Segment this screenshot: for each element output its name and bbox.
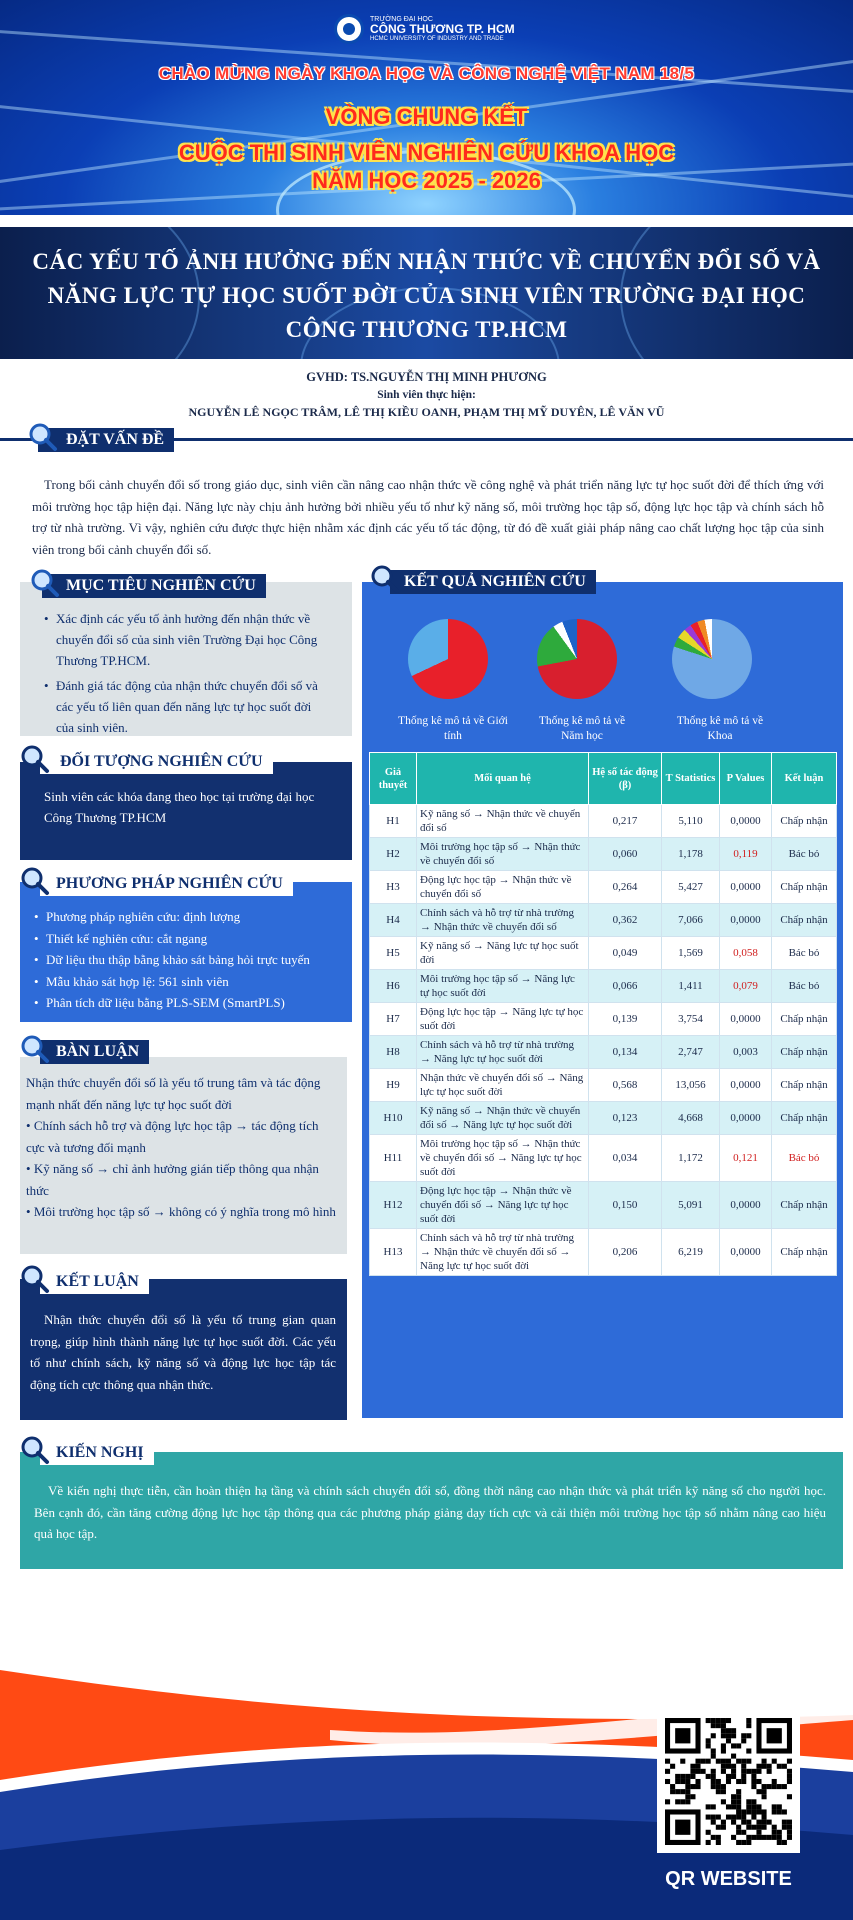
table-cell-h: H8 (370, 1036, 417, 1069)
qr-website-label: QR WEBSITE (665, 1868, 792, 1890)
table-cell-beta: 0,264 (589, 871, 662, 904)
table-cell-t: 7,066 (662, 904, 720, 937)
table-cell-rel: Động lực học tập → Nhận thức về chuyển đổi số (417, 871, 589, 904)
table-cell-beta: 0,049 (589, 937, 662, 970)
table-cell-beta: 0,134 (589, 1036, 662, 1069)
student-names: NGUYỄN LÊ NGỌC TRÂM, LÊ THỊ KIỀU OANH, PHẠM THỊ MỸ DUYÊN, LÊ VĂN VŨ (188, 405, 665, 419)
magnifier-icon (20, 1264, 50, 1294)
table-cell-rel: Động lực học tập → Năng lực tự học suốt đời (417, 1003, 589, 1036)
table-row (370, 1069, 837, 1102)
table-cell-t: 1,172 (662, 1135, 720, 1182)
table-cell-conc: Chấp nhận (772, 904, 837, 937)
table-cell-h: H5 (370, 937, 417, 970)
table-cell-rel: Môi trường học tập số → Nhận thức về chuyển đổi số → Năng lực tự học suốt đời (417, 1135, 589, 1182)
table-cell-beta: 0,150 (589, 1182, 662, 1229)
table-row (370, 1036, 837, 1069)
table-cell-t: 6,219 (662, 1229, 720, 1276)
section-heading-methods (40, 872, 293, 896)
table-cell-h: H13 (370, 1229, 417, 1276)
table-cell-conc: Chấp nhận (772, 871, 837, 904)
table-cell-rel: Chính sách và hỗ trợ từ nhà trường → Nhận thức về chuyển đổi số → Năng lực tự học suốt đời (417, 1229, 589, 1276)
table-cell-p: 0,058 (720, 937, 772, 970)
section-heading-label: ĐỐI TƯỢNG NGHIÊN CỨU (40, 750, 273, 774)
table-cell-conc: Chấp nhận (772, 1102, 837, 1135)
contest-title: CUỘC THI SINH VIÊN NGHIÊN CỨU KHOA HỌC (178, 140, 675, 165)
section-heading-label: KIẾN NGHỊ (40, 1441, 154, 1465)
discussion-point-text: Chính sách hỗ trợ và động lực học tập → tác động tích cực và tương đối mạnh (26, 1118, 319, 1155)
table-cell-p: 0,121 (720, 1135, 772, 1182)
table-row (370, 1229, 837, 1276)
table-cell-beta: 0,206 (589, 1229, 662, 1276)
pie-caption: Thống kê mô tả về Giới tính (398, 715, 508, 742)
table-cell-conc: Bác bỏ (772, 970, 837, 1003)
objectives-list (42, 608, 332, 738)
advisor: GVHD: TS.NGUYỄN THỊ MINH PHƯƠNG (306, 370, 547, 384)
logo-line-3: HCMC UNIVERSITY OF INDUSTRY AND TRADE (370, 35, 504, 42)
table-cell-t: 1,569 (662, 937, 720, 970)
table-cell-p: 0,0000 (720, 1182, 772, 1229)
logo-line-2: CÔNG THƯƠNG TP. HCM (370, 22, 515, 37)
magnifier-icon (28, 422, 58, 452)
table-cell-rel: Môi trường học tập số → Nhận thức về chuyển đổi số (417, 838, 589, 871)
table-cell-rel: Kỹ năng số → Nhận thức về chuyển đổi số (417, 805, 589, 838)
discussion-point-text: Kỹ năng số → chỉ ảnh hưởng gián tiếp thông qua nhận thức (26, 1161, 319, 1198)
table-cell-t: 5,091 (662, 1182, 720, 1229)
year-pie-chart (537, 619, 617, 699)
table-row (370, 1135, 837, 1182)
table-cell-t: 1,178 (662, 838, 720, 871)
table-cell-rel: Chính sách và hỗ trợ từ nhà trường → Nhận thức về chuyển đổi số (417, 904, 589, 937)
table-cell-t: 4,668 (662, 1102, 720, 1135)
magnifier-icon (30, 568, 60, 598)
subjects-text: Sinh viên các khóa đang theo học tại trường đại học Công Thương TP.HCM (44, 789, 315, 825)
table-cell-p: 0,0000 (720, 1102, 772, 1135)
list-item: • Phân tích dữ liệu bằng PLS-SEM (SmartPLS) (32, 992, 342, 1014)
faculty-pie-chart (672, 619, 752, 699)
qr-code-icon (665, 1718, 792, 1845)
table-cell-beta: 0,060 (589, 838, 662, 871)
poster-title: CÁC YẾU TỐ ẢNH HƯỞNG ĐẾN NHẬN THỨC VỀ CHUYỂN ĐỔI SỐ VÀ NĂNG LỰC TỰ HỌC SUỐT ĐỜI CỦA SINH VIÊN TRƯỜNG ĐẠI HỌC CÔNG THƯƠNG TP.HCM (32, 249, 821, 342)
list-item: • Phương pháp nghiên cứu: định lượng (32, 906, 342, 928)
list-item: • Thiết kế nghiên cứu: cắt ngang (32, 928, 342, 950)
table-cell-p: 0,079 (720, 970, 772, 1003)
table-cell-h: H10 (370, 1102, 417, 1135)
column-header: T Statistics (662, 753, 720, 805)
table-cell-rel: Kỹ năng số → Nhận thức về chuyển đổi số → Năng lực tự học suốt đời (417, 1102, 589, 1135)
pie-caption: Thống kê mô tả về Khoa (676, 715, 764, 742)
section-heading-discussion (40, 1040, 149, 1064)
magnifier-icon (20, 1435, 50, 1465)
table-cell-h: H4 (370, 904, 417, 937)
pie-caption: Thống kê mô tả về Năm học (538, 715, 626, 742)
table-header-row (370, 753, 837, 805)
table-row (370, 904, 837, 937)
table-cell-p: 0,0000 (720, 904, 772, 937)
discussion-intro: Nhận thức chuyển đổi số là yếu tố trung tâm và tác động mạnh nhất đến năng lực tự học suốt đời (26, 1075, 321, 1112)
section-heading-conclusion (40, 1270, 149, 1294)
table-cell-h: H3 (370, 871, 417, 904)
column-header: P Values (720, 753, 772, 805)
table-cell-conc: Chấp nhận (772, 1182, 837, 1229)
section-heading-results (390, 570, 596, 594)
list-item: • Dữ liệu thu thập bằng khảo sát bảng hỏi trực tuyến (32, 949, 342, 971)
discussion-point: • Kỹ năng số → chỉ ảnh hưởng gián tiếp thông qua nhận thức (26, 1161, 319, 1198)
list-item: • Đánh giá tác động của nhận thức chuyển đổi số và các yếu tố liên quan đến năng lực tự học suốt đời của sinh viên. (42, 675, 332, 738)
section-heading-label: KẾT QUẢ NGHIÊN CỨU (390, 570, 596, 594)
table-cell-h: H7 (370, 1003, 417, 1036)
welcome-banner-text: CHÀO MỪNG NGÀY KHOA HỌC VÀ CÔNG NGHỆ VIỆT NAM 18/5 (158, 64, 695, 83)
section-heading-label: BÀN LUẬN (40, 1040, 149, 1064)
table-cell-conc: Chấp nhận (772, 1036, 837, 1069)
table-cell-t: 3,754 (662, 1003, 720, 1036)
section-heading-subjects (40, 750, 273, 774)
table-cell-rel: Môi trường học tập số → Năng lực tự học suốt đời (417, 970, 589, 1003)
table-cell-beta: 0,217 (589, 805, 662, 838)
discussion-point: • Môi trường học tập số → không có ý nghĩa trong mô hình (26, 1204, 336, 1219)
table-row (370, 1003, 837, 1036)
table-cell-t: 5,110 (662, 805, 720, 838)
discussion-point-text: Môi trường học tập số → không có ý nghĩa trong mô hình (33, 1204, 336, 1219)
hypothesis-results-table (369, 752, 837, 1276)
table-cell-h: H9 (370, 1069, 417, 1102)
table-cell-conc: Bác bỏ (772, 1135, 837, 1182)
gender-pie-chart (408, 619, 488, 699)
list-item: • Xác định các yếu tố ảnh hưởng đến nhận thức về chuyển đổi số của sinh viên Trường Đại học Công Thương TP.HCM. (42, 608, 332, 671)
table-cell-p: 0,0000 (720, 1069, 772, 1102)
list-item: • Mẫu khảo sát hợp lệ: 561 sinh viên (32, 971, 342, 993)
discussion-content (26, 1072, 336, 1223)
table-cell-beta: 0,568 (589, 1069, 662, 1102)
table-cell-beta: 0,034 (589, 1135, 662, 1182)
header-banner (0, 0, 853, 215)
table-cell-conc: Chấp nhận (772, 1003, 837, 1036)
table-row (370, 871, 837, 904)
table-cell-t: 1,411 (662, 970, 720, 1003)
final-round-title: VÒNG CHUNG KẾT (325, 104, 528, 129)
table-cell-beta: 0,123 (589, 1102, 662, 1135)
table-cell-rel: Kỹ năng số → Năng lực tự học suốt đời (417, 937, 589, 970)
table-cell-p: 0,003 (720, 1036, 772, 1069)
table-cell-conc: Chấp nhận (772, 1069, 837, 1102)
table-cell-p: 0,119 (720, 838, 772, 871)
table-cell-p: 0,0000 (720, 1003, 772, 1036)
section-heading-label: KẾT LUẬN (40, 1270, 149, 1294)
section-heading-label: PHƯƠNG PHÁP NGHIÊN CỨU (40, 872, 293, 896)
column-header: Hệ số tác động (β) (589, 753, 662, 805)
table-cell-p: 0,0000 (720, 1229, 772, 1276)
table-cell-t: 5,427 (662, 871, 720, 904)
table-cell-beta: 0,362 (589, 904, 662, 937)
table-row (370, 1102, 837, 1135)
magnifier-icon (370, 564, 400, 594)
problem-text: Trong bối cảnh chuyển đổi số trong giáo dục, sinh viên cần nâng cao nhận thức về công nghệ và phát triển năng lực tự học suốt đời để thích ứng với môi trường học tập hiện đại. Năng lực này chịu ảnh hưởng bởi nhiều yếu tố như kỹ năng số, môi trường học tập số, động lực học tập và chính sách hỗ trợ từ nhà trường. Vì vậy, nghiên cứu được thực hiện nhằm xác định các yếu tố tác động, từ đó đề xuất giải pháp nâng cao chất lượng học tập của sinh viên trong bối cảnh chuyển đổi số. (32, 477, 824, 557)
column-header: Giả thuyết (370, 753, 417, 805)
discussion-point: • Chính sách hỗ trợ và động lực học tập → tác động tích cực và tương đối mạnh (26, 1118, 319, 1155)
table-cell-p: 0,0000 (720, 805, 772, 838)
conclusion-text: Nhận thức chuyển đổi số là yếu tố trung gian quan trọng, giúp hình thành năng lực tự học suốt đời. Các yếu tố như chính sách, kỹ năng số và động lực học tập tác động tích cực thông qua nhận thức. (30, 1312, 336, 1392)
table-row (370, 937, 837, 970)
section-heading-recommendation (40, 1441, 154, 1465)
table-row (370, 838, 837, 871)
section-heading-label: ĐẶT VẤN ĐỀ (38, 428, 174, 452)
table-cell-t: 2,747 (662, 1036, 720, 1069)
table-cell-h: H12 (370, 1182, 417, 1229)
table-cell-conc: Bác bỏ (772, 937, 837, 970)
table-cell-h: H6 (370, 970, 417, 1003)
table-cell-h: H11 (370, 1135, 417, 1182)
students-label: Sinh viên thực hiện: (377, 389, 476, 401)
recommendation-text: Về kiến nghị thực tiễn, cần hoàn thiện hạ tầng và chính sách chuyển đổi số, đồng thời nâng cao nhận thức và phát triển kỹ năng số cho người học. Bên cạnh đó, cần tăng cường động lực học tập thông qua các phương pháp giảng dạy tích cực và cải thiện môi trường học tập số nhằm nâng cao hiệu quả học tập. (34, 1483, 826, 1541)
poster-title-block (0, 227, 853, 359)
table-row (370, 970, 837, 1003)
academic-year: NĂM HỌC 2025 - 2026 (312, 168, 541, 193)
table-cell-h: H2 (370, 838, 417, 871)
table-row (370, 1182, 837, 1229)
table-cell-h: H1 (370, 805, 417, 838)
table-cell-rel: Nhận thức về chuyển đổi số → Năng lực tự học suốt đời (417, 1069, 589, 1102)
magnifier-icon (20, 866, 50, 896)
table-cell-beta: 0,066 (589, 970, 662, 1003)
logo-line-1: TRƯỜNG ĐẠI HỌC (370, 15, 433, 23)
table-cell-p: 0,0000 (720, 871, 772, 904)
column-header: Mối quan hệ (417, 753, 589, 805)
table-cell-beta: 0,139 (589, 1003, 662, 1036)
table-cell-conc: Chấp nhận (772, 1229, 837, 1276)
methods-list (32, 906, 342, 1014)
table-cell-conc: Bác bỏ (772, 838, 837, 871)
table-cell-rel: Chính sách và hỗ trợ từ nhà trường → Năng lực tự học suốt đời (417, 1036, 589, 1069)
section-heading-objectives (42, 574, 266, 598)
university-logo (334, 12, 515, 46)
qr-code[interactable] (657, 1710, 800, 1853)
section-heading-problem (38, 428, 174, 452)
table-cell-t: 13,056 (662, 1069, 720, 1102)
table-cell-conc: Chấp nhận (772, 805, 837, 838)
table-cell-rel: Động lực học tập → Nhận thức về chuyển đổi số → Năng lực tự học suốt đời (417, 1182, 589, 1229)
table-row (370, 805, 837, 838)
magnifier-icon (20, 1034, 50, 1064)
university-emblem-icon (334, 14, 364, 44)
magnifier-icon (20, 744, 50, 774)
column-header: Kết luận (772, 753, 837, 805)
section-heading-label: MỤC TIÊU NGHIÊN CỨU (42, 574, 266, 598)
